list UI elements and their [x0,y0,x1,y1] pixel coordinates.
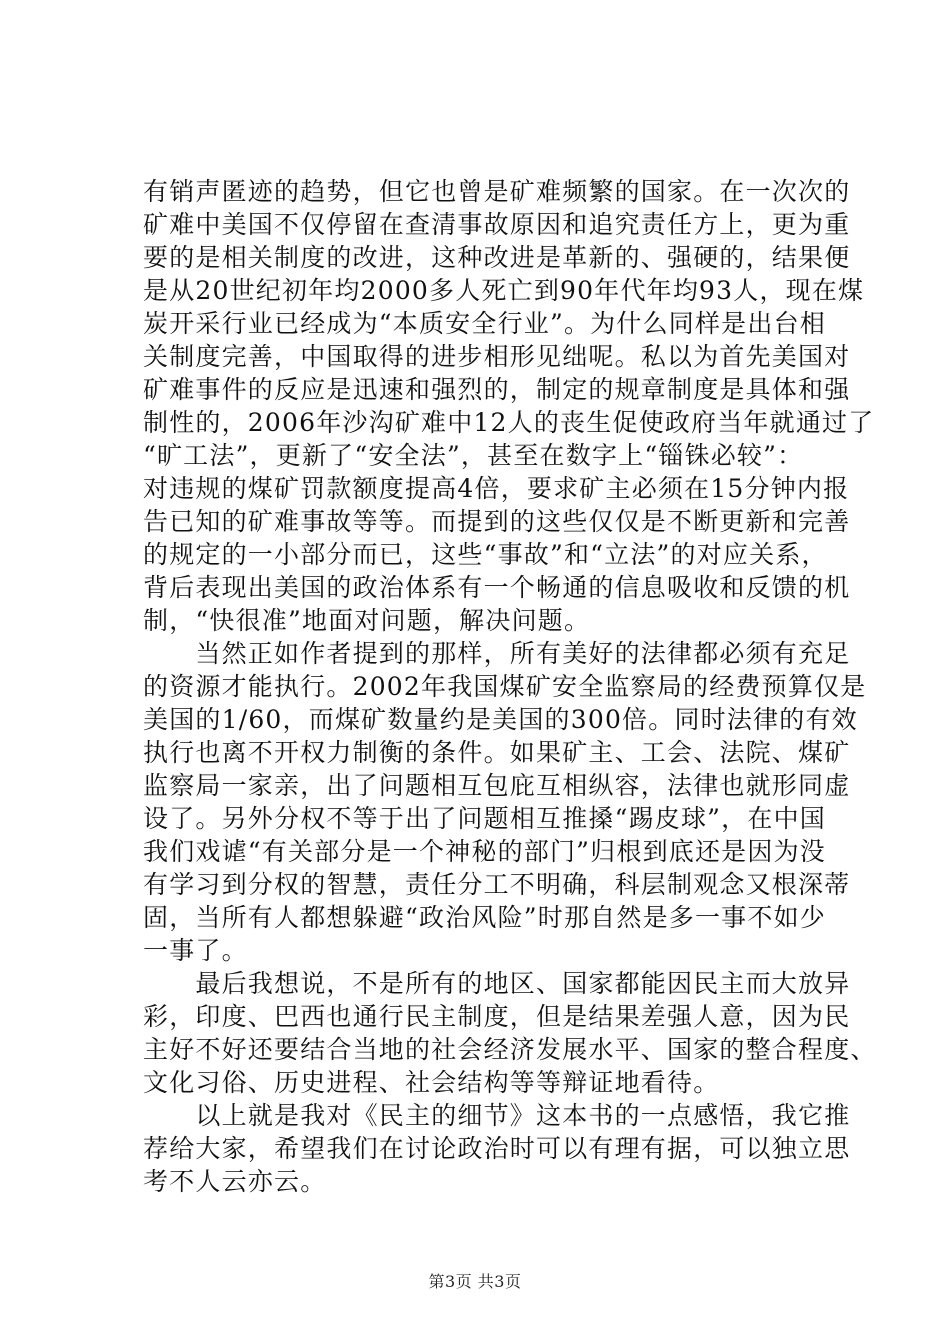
page-number: 第3页 共3页 [428,1272,522,1291]
body-text [143,175,877,1198]
text-line: 美国的1/60，而煤矿数量约是美国的300倍。同时法律的有效 [143,705,858,734]
text-line: 对违规的煤矿罚款额度提高4倍，要求矿主必须在15分钟内报 [143,474,850,503]
text-line: 文化习俗、历史进程、社会结构等等辩证地看待。 [143,1068,720,1097]
text-line: 是从20世纪初年均2000多人死亡到90年代年均93人，现在煤 [143,276,865,305]
text-line: 矿难中美国不仅停留在查清事故原因和追究责任方上，更为重 [143,210,851,239]
text-line: 执行也离不开权力制衡的条件。如果矿主、工会、法院、煤矿 [143,738,851,767]
text-line: 以上就是我对《民主的细节》这本书的一点感悟，我它推 [143,1101,851,1130]
page-footer [0,1272,950,1292]
text-line: 制，“快很准”地面对问题，解决问题。 [143,606,591,635]
text-line: 我们戏谑“有关部分是一个神秘的部门”归根到底还是因为没 [143,837,826,866]
text-line: 的规定的一小部分而已，这些“事故”和“立法”的对应关系， [143,540,828,569]
text-line: 最后我想说，不是所有的地区、国家都能因民主而大放异 [143,969,851,998]
text-line: 有销声匿迹的趋势，但它也曾是矿难频繁的国家。在一次次的 [143,177,851,206]
text-line: 监察局一家亲，出了问题相互包庇互相纵容，法律也就形同虚 [143,771,851,800]
text-line: 背后表现出美国的政治体系有一个畅通的信息吸收和反馈的机 [143,573,851,602]
text-line: 炭开采行业已经成为“本质安全行业”。为什么同样是出台相 [143,309,826,338]
text-line: 主好不好还要结合当地的社会经济发展水平、国家的整合程度、 [143,1035,877,1064]
text-line: “旷工法”，更新了“安全法”，甚至在数字上“锱铢必较”： [143,441,804,470]
text-line: 考不人云亦云。 [143,1167,327,1196]
text-line: 固，当所有人都想躲避“政治风险”时那自然是多一事不如少 [143,903,826,932]
text-line: 荐给大家，希望我们在讨论政治时可以有理有据，可以独立思 [143,1134,851,1163]
text-line: 设了。另外分权不等于出了问题相互推搡“踢皮球”，在中国 [143,804,826,833]
text-line: 关制度完善，中国取得的进步相形见绌呢。私以为首先美国对 [143,342,851,371]
text-line: 制性的，2006年沙沟矿难中12人的丧生促使政府当年就通过了 [143,408,875,437]
text-line: 一事了。 [143,936,248,965]
text-line: 矿难事件的反应是迅速和强烈的，制定的规章制度是具体和强 [143,375,851,404]
text-line: 有学习到分权的智慧，责任分工不明确，科层制观念又根深蒂 [143,870,851,899]
text-line: 的资源才能执行。2002年我国煤矿安全监察局的经费预算仅是 [143,672,867,701]
text-line: 当然正如作者提到的那样，所有美好的法律都必须有充足 [143,639,851,668]
text-line: 要的是相关制度的改进，这种改进是革新的、强硬的，结果便 [143,243,851,272]
text-line: 彩，印度、巴西也通行民主制度，但是结果差强人意，因为民 [143,1002,851,1031]
text-line: 告已知的矿难事故等等。而提到的这些仅仅是不断更新和完善 [143,507,851,536]
